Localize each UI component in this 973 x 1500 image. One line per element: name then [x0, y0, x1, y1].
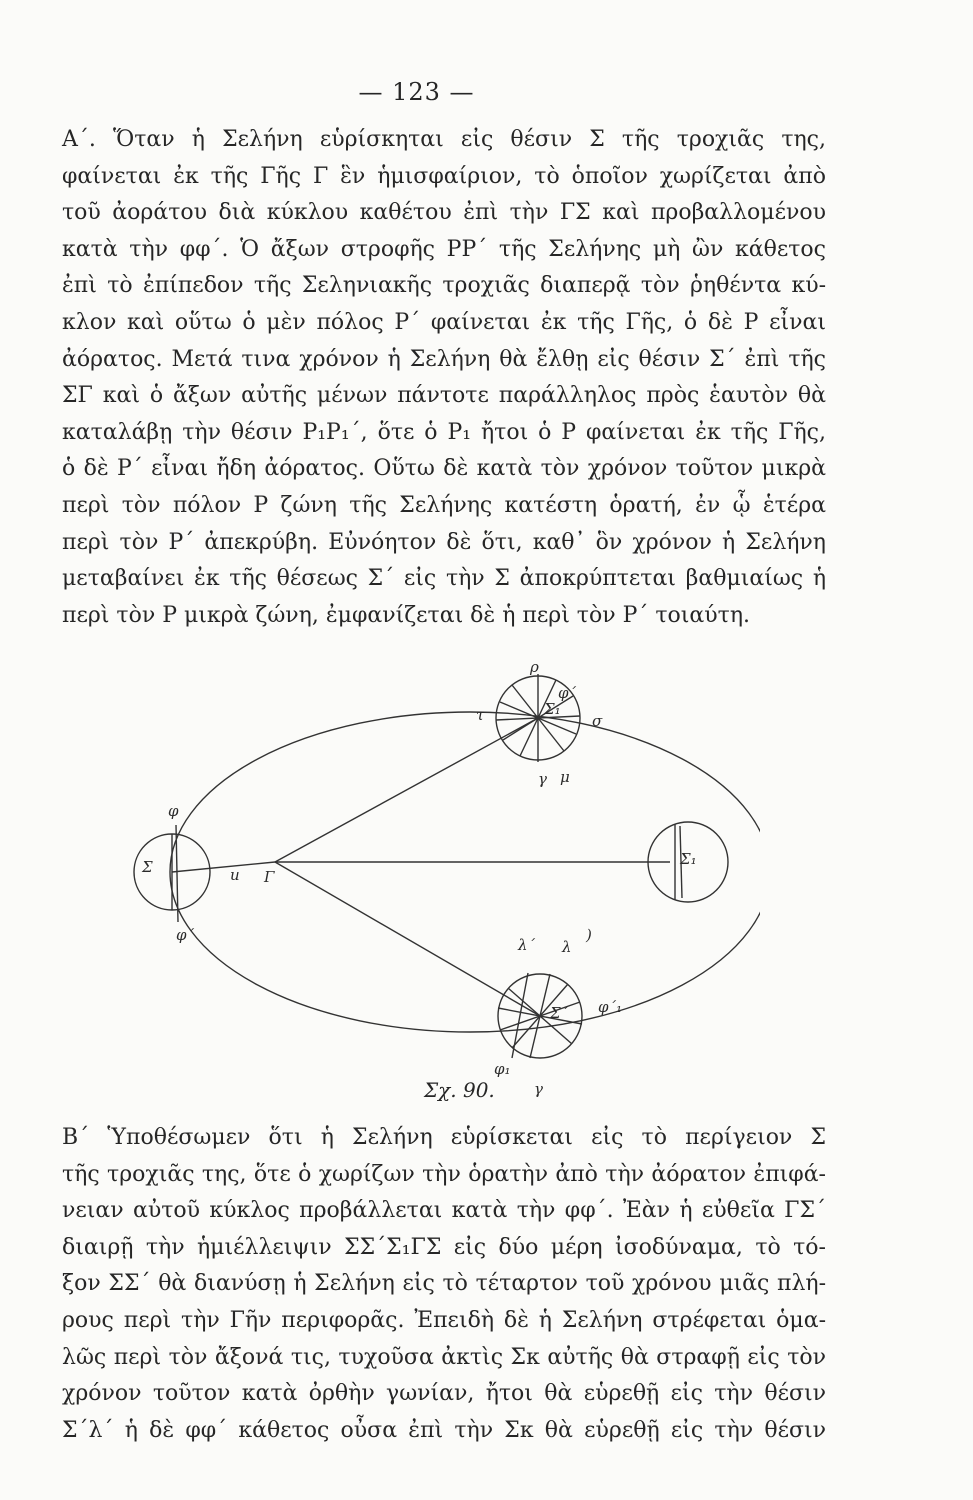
text-line: καταλάβῃ τὴν θέσιν Ρ₁Ρ₁΄, ὅτε ὁ Ρ₁ ἤτοι ὁ Ρ φαίνεται ἐκ τῆς Γῆς, [62, 419, 826, 445]
text-line: χρόνον τοῦτον κατὰ ὀρθὴν γωνίαν, ἤτοι θὰ εὑρεθῇ εἰς τὴν θέσιν [62, 1381, 826, 1407]
label-lambda: λ [562, 938, 572, 956]
text-line: περὶ τὸν Ρ΄ ἀπεκρύβη. Εὐνόητον δὲ ὅτι, καθ᾽ ὃν χρόνον ἡ Σελήνη [62, 529, 826, 555]
text-line: ΣΓ καὶ ὁ ἄξων αὐτῆς μένων πάντοτε παράλληλος πρὸς ἑαυτὸν θὰ [62, 383, 826, 409]
text-line: λῶς περὶ τὸν ἄξονά τις, τυχοῦσα ἀκτὶς Σκ αὐτῆς θὰ στραφῇ εἰς τὸν [62, 1344, 826, 1370]
orbit-diagram [120, 640, 760, 1110]
text-line: ὁ δὲ Ρ΄ εἶναι ἤδη ἀόρατος. Οὕτω δὲ κατὰ τὸν χρόνον τοῦτον μικρὰ [62, 456, 826, 482]
label-gamma: Γ [264, 868, 275, 886]
label-gamma-upper: γ [538, 770, 547, 788]
label-sigma-right: Σ₁ [680, 850, 697, 868]
text-line: νειαν αὐτοῦ κύκλος προβάλλεται κατὰ τὴν φφ΄. Ἐὰν ἡ εὐθεῖα ΓΣ΄ [62, 1198, 826, 1224]
paragraph-b [62, 1120, 826, 1449]
text-line: κατὰ τὴν φφ΄. Ὁ ἄξων στροφῆς ΡΡ΄ τῆς Σελήνης μὴ ὢν κάθετος [62, 236, 826, 262]
text-line: Σ΄λ΄ ἡ δὲ φφ΄ κάθετος οὖσα ἐπὶ τὴν Σκ θὰ εὑρεθῇ εἰς τὴν θέσιν [62, 1417, 826, 1443]
moon-left-axis [176, 825, 178, 922]
text-line: Β΄ Ὑποθέσωμεν ὅτι ἡ Σελήνη εὑρίσκεται εἰς τὸ περίγειον Σ [62, 1125, 826, 1150]
line-earth-left [172, 862, 275, 872]
label-sigma-small: σ [592, 712, 603, 730]
text-line: ρους περὶ τὴν Γῆν περιφορᾶς. Ἐπειδὴ δὲ ἡ Σελήνη στρέφεται ὁμα- [62, 1307, 826, 1333]
label-phi-bottom-left: φ΄ [176, 926, 195, 944]
label-lambda-prime: λ΄ [518, 936, 536, 954]
text-line: περὶ τὸν πόλον Ρ ζώνη τῆς Σελήνης κατέστη ὁρατή, ἐν ᾧ ἑτέρα [62, 492, 826, 518]
page-number: — 123 — [358, 78, 475, 106]
label-phi-top-left: φ [168, 802, 179, 820]
label-rho-top: ρ [530, 658, 539, 676]
figure-caption: Σχ. 90. [424, 1078, 495, 1102]
label-phi-prime-upper: φ΄ [558, 684, 577, 702]
label-mu: μ [560, 768, 570, 786]
text-line: φαίνεται ἐκ τῆς Γῆς Γ ἓν ἡμισφαίριον, τὸ ὁποῖον χωρίζεται ἀπὸ [62, 163, 826, 189]
text-line: Α΄. Ὅταν ἡ Σελήνη εὑρίσκηται εἰς θέσιν Σ τῆς τροχιᾶς της, [62, 127, 826, 152]
text-line: μεταβαίνει ἐκ τῆς θέσεως Σ΄ εἰς τὴν Σ ἀποκρύπτεται βαθμιαίως ἡ [62, 566, 826, 592]
line-earth-top [275, 718, 538, 862]
paragraph-a [62, 122, 826, 634]
text-line: ξον ΣΣ΄ θὰ διανύσῃ ἡ Σελήνη εἰς τὸ τέταρτον τοῦ χρόνου μιᾶς πλή- [62, 1271, 826, 1297]
line-earth-bottom [275, 862, 540, 1016]
label-u: u [230, 866, 240, 884]
text-line: ἀόρατος. Μετά τινα χρόνον ἡ Σελήνη θὰ ἔλθῃ εἰς θέσιν Σ΄ ἐπὶ τῆς [62, 346, 826, 372]
label-tau: τ [476, 706, 485, 724]
label-sigma-lower: Σ΄ [550, 1004, 569, 1022]
label-sigma-upper: Σ₁ [544, 700, 561, 718]
label-paren: ) [586, 926, 592, 944]
figure-90 [120, 640, 760, 1110]
label-phi1: φ₁ [494, 1060, 511, 1078]
text-line: κλον καὶ οὕτω ὁ μὲν πόλος Ρ΄ φαίνεται ἐκ τῆς Γῆς, ὁ δὲ Ρ εἶναι [62, 309, 826, 335]
text-line: ἐπὶ τὸ ἐπίπεδον τῆς Σεληνιακῆς τροχιᾶς διαπερᾷ τὸν ῥηθέντα κύ- [62, 273, 826, 299]
text-line: διαιρῇ τὴν ἡμιέλλειψιν ΣΣ΄Σ₁ΓΣ εἰς δύο μέρη ἰσοδύναμα, τὸ τό- [62, 1234, 826, 1260]
text-line: περὶ τὸν Ρ μικρὰ ζώνη, ἐμφανίζεται δὲ ἡ περὶ τὸν Ρ΄ τοιαύτη. [62, 602, 751, 628]
text-line: τοῦ ἀοράτου διὰ κύκλου καθέτου ἐπὶ τὴν ΓΣ καὶ προβαλλομένου [62, 200, 826, 226]
text-line: τῆς τροχιᾶς της, ὅτε ὁ χωρίζων τὴν ὁρατὴν ἀπὸ τὴν ἀόρατον ἐπιφά- [62, 1161, 826, 1187]
orbit-ellipse [170, 712, 760, 1032]
label-phi1-prime: φ΄₁ [598, 998, 623, 1016]
label-gamma-lower: γ [534, 1080, 543, 1098]
label-sigma-left: Σ [142, 858, 153, 876]
